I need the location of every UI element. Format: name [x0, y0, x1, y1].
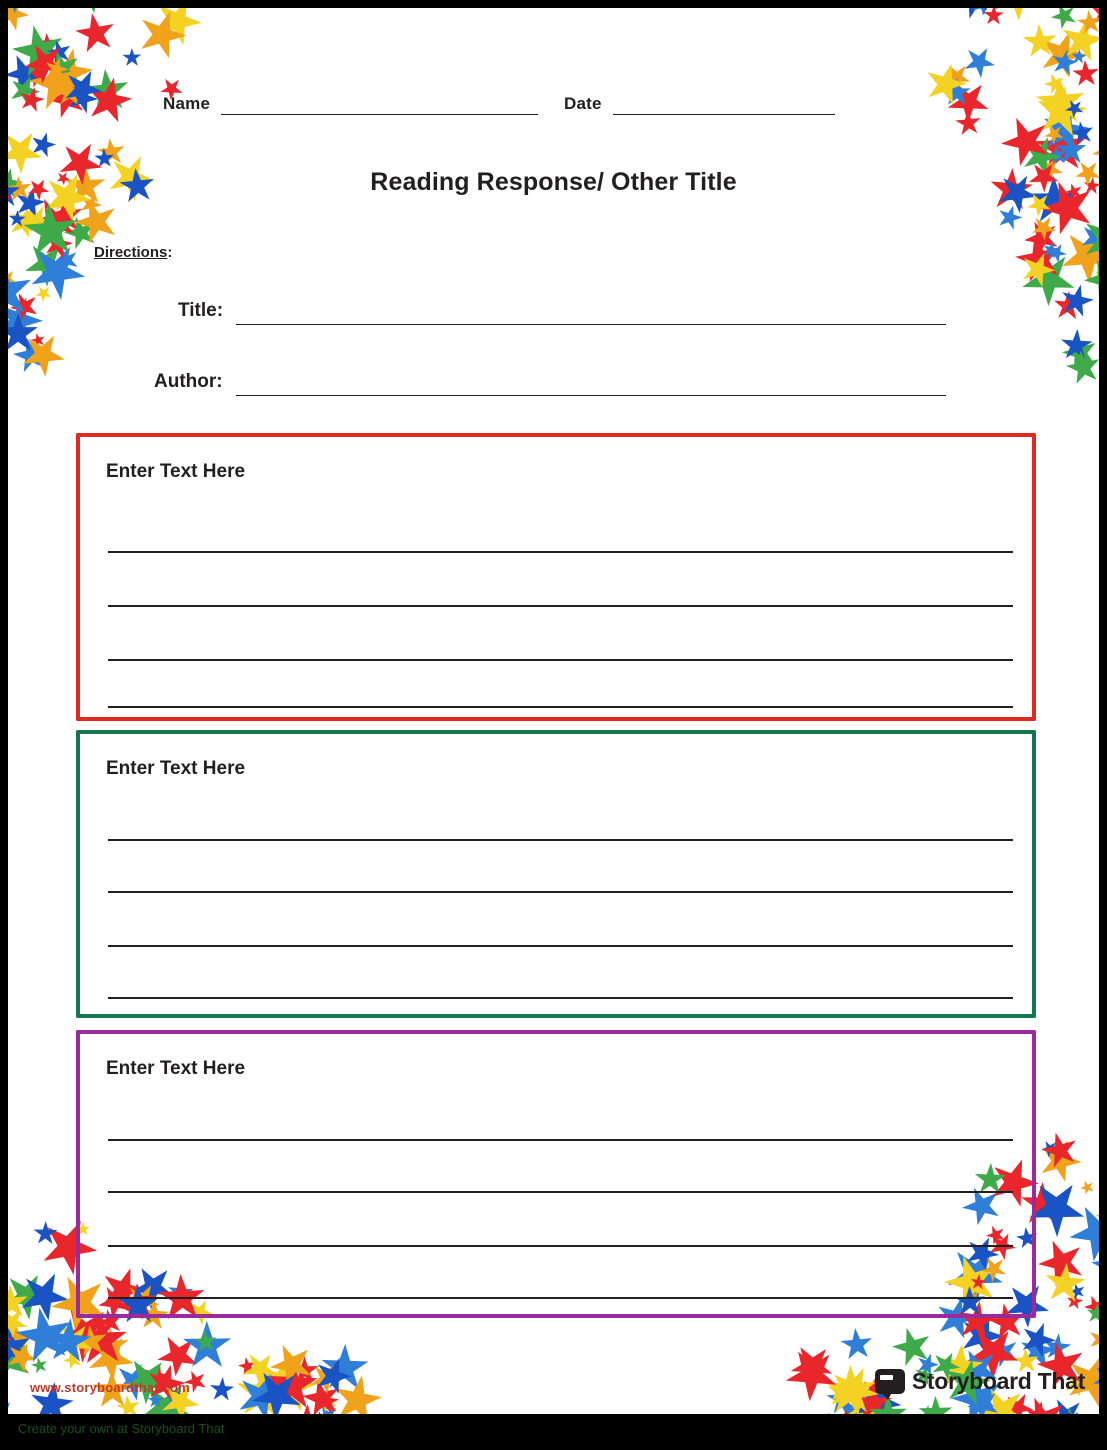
- response-box-2[interactable]: [76, 730, 1036, 1018]
- speech-bubble-icon: [875, 1369, 905, 1394]
- title-field-label: Title:: [178, 300, 224, 321]
- author-input-line[interactable]: [236, 395, 946, 396]
- star-icon: [1084, 1324, 1099, 1355]
- author-field-label: Author:: [154, 371, 223, 392]
- worksheet-sheet: [8, 8, 1099, 1414]
- star-icon: [72, 10, 118, 56]
- write-line[interactable]: [108, 659, 1013, 661]
- write-line[interactable]: [108, 891, 1013, 893]
- star-icon: [8, 56, 12, 80]
- storyboardthat-logo[interactable]: [875, 1363, 1085, 1399]
- date-label: Date: [564, 94, 602, 113]
- directions-colon: :: [167, 244, 173, 261]
- star-icon: [1089, 134, 1099, 168]
- box-border-left: [76, 433, 80, 721]
- box-border-right: [1032, 433, 1036, 721]
- box-border-top: [76, 730, 1036, 734]
- response-box-1[interactable]: [76, 433, 1036, 721]
- write-line[interactable]: [108, 1139, 1013, 1141]
- strip-message: Create your own at Storyboard That: [18, 1421, 225, 1436]
- date-input-line[interactable]: [613, 114, 835, 115]
- star-icon: [8, 1369, 12, 1404]
- star-icon: [205, 1373, 238, 1406]
- box-border-left: [76, 1030, 80, 1318]
- write-line[interactable]: [108, 839, 1013, 841]
- write-line[interactable]: [108, 551, 1013, 553]
- star-icon: [8, 8, 36, 38]
- response-placeholder[interactable]: Enter Text Here: [106, 758, 246, 779]
- box-border-bottom: [76, 1314, 1036, 1318]
- box-border-top: [76, 433, 1036, 437]
- star-icon: [1077, 1176, 1098, 1197]
- name-input-line[interactable]: [221, 114, 538, 115]
- star-icon: [32, 282, 55, 305]
- write-line[interactable]: [108, 997, 1013, 999]
- box-border-top: [76, 1030, 1036, 1034]
- response-placeholder[interactable]: Enter Text Here: [106, 1058, 246, 1079]
- response-placeholder[interactable]: Enter Text Here: [106, 461, 246, 482]
- box-border-right: [1032, 730, 1036, 1018]
- box-border-bottom: [76, 1014, 1036, 1018]
- website-url[interactable]: www.storyboardthat.com: [30, 1380, 190, 1395]
- star-icon: [45, 8, 83, 13]
- star-icon: [837, 1325, 877, 1365]
- box-border-bottom: [76, 717, 1036, 721]
- name-label: Name: [163, 94, 211, 113]
- directions-word: Directions: [94, 244, 168, 261]
- box-border-left: [76, 730, 80, 1018]
- write-line[interactable]: [108, 706, 1013, 708]
- page-title: Reading Response/ Other Title: [370, 168, 737, 196]
- box-border-right: [1032, 1030, 1036, 1318]
- brand-name: Storyboard That: [911, 1367, 1085, 1394]
- write-line[interactable]: [108, 1245, 1013, 1247]
- star-icon: [1049, 8, 1080, 32]
- star-icon: [8, 1396, 21, 1414]
- star-icon: [112, 8, 163, 9]
- bottom-strip: [0, 1414, 1107, 1450]
- name-date-row: [8, 88, 1099, 118]
- write-line[interactable]: [108, 1297, 1013, 1299]
- title-input-line[interactable]: [236, 324, 946, 325]
- star-icon: [118, 45, 145, 72]
- write-line[interactable]: [108, 1191, 1013, 1193]
- response-box-3[interactable]: [76, 1030, 1036, 1318]
- write-line[interactable]: [108, 605, 1013, 607]
- directions-label: [94, 244, 172, 261]
- write-line[interactable]: [108, 945, 1013, 947]
